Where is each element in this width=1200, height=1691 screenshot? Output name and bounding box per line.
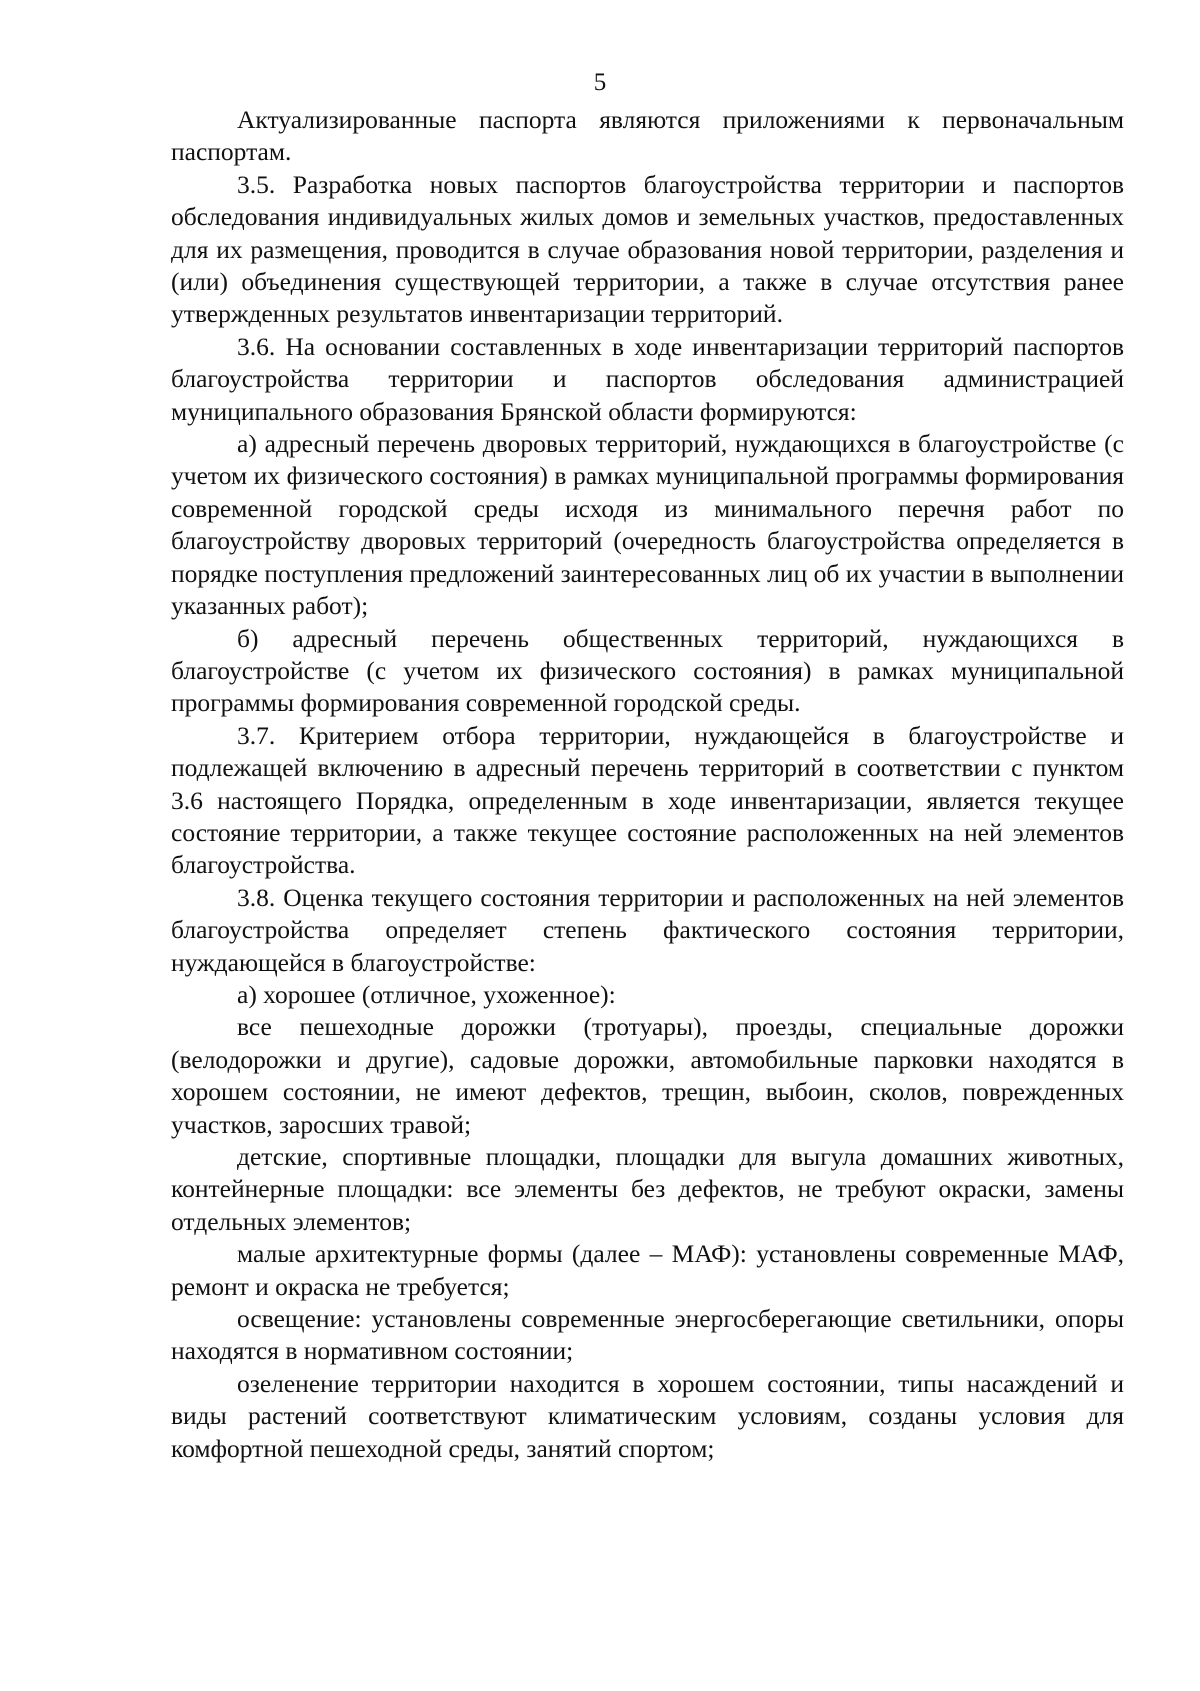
paragraph-3-6-b: б) адресный перечень общественных территорий, нуждающихся в благоустройстве (с учетом их физического состояния) в рамках муниципальной программы формирования современной городской среды.: [171, 623, 1124, 718]
paragraph-landscaping: озеленение территории находится в хорошем состоянии, типы насаждений и виды растений соответствуют климатическим условиям, созданы условия для комфортной пешеходной среды, занятий спортом;: [171, 1368, 1124, 1463]
paragraph-walkways: все пешеходные дорожки (тротуары), проезды, специальные дорожки (велодорожки и другие), садовые дорожки, автомобильные парковки находятся в хорошем состоянии, не имеют дефектов, трещин, выбоин, сколов, поврежденных участков, заросших травой;: [171, 1012, 1124, 1139]
paragraph-lighting: освещение: установлены современные энергосберегающие светильники, опоры находятся в нормативном состоянии;: [171, 1304, 1124, 1366]
paragraph-3-6: 3.6. На основании составленных в ходе инвентаризации территорий паспортов благоустройства территории и паспортов обследования администрацией муниципального образования Брянской области формируются:: [171, 331, 1124, 426]
paragraph-3-5: 3.5. Разработка новых паспортов благоустройства территории и паспортов обследования индивидуальных жилых домов и земельных участков, предоставленных для их размещения, проводится в случае образования новой территории, разделения и (или) объединения существующей территории, а также в случае отсутствия ранее утвержденных результатов инвентаризации территорий.: [171, 169, 1124, 329]
page-number: 5: [593, 69, 607, 96]
document-body: [171, 104, 1124, 1465]
paragraph-small-architectural-forms: малые архитектурные формы (далее – МАФ): установлены современные МАФ, ремонт и окраска не требуется;: [171, 1239, 1124, 1301]
paragraph-passport-appendices: Актуализированные паспорта являются приложениями к первоначальным паспортам.: [171, 105, 1124, 167]
paragraph-3-7: 3.7. Критерием отбора территории, нуждающейся в благоустройстве и подлежащей включению в адресный перечень территорий в соответствии с пунктом 3.6 настоящего Порядка, определенным в ходе инвентаризации, является текущее состояние территории, а также текущее состояние расположенных на ней элементов благоустройства.: [171, 720, 1124, 880]
paragraph-playgrounds: детские, спортивные площадки, площадки для выгула домашних животных, контейнерные площадки: все элементы без дефектов, не требуют окраски, замены отдельных элементов;: [171, 1142, 1124, 1236]
paragraph-3-8: 3.8. Оценка текущего состояния территории и расположенных на ней элементов благоустройства определяет степень фактического состояния территории, нуждающейся в благоустройстве:: [171, 882, 1124, 977]
paragraph-3-6-a: а) адресный перечень дворовых территорий, нуждающихся в благоустройстве (с учетом их физического состояния) в рамках муниципальной программы формирования современной городской среды исходя из минимального перечня работ по благоустройству дворовых территорий (очередность благоустройства определяется в порядке поступления предложений заинтересованных лиц об их участии в выполнении указанных работ);: [171, 429, 1124, 621]
paragraph-3-8-a: а) хорошее (отличное, ухоженное):: [237, 979, 616, 1009]
